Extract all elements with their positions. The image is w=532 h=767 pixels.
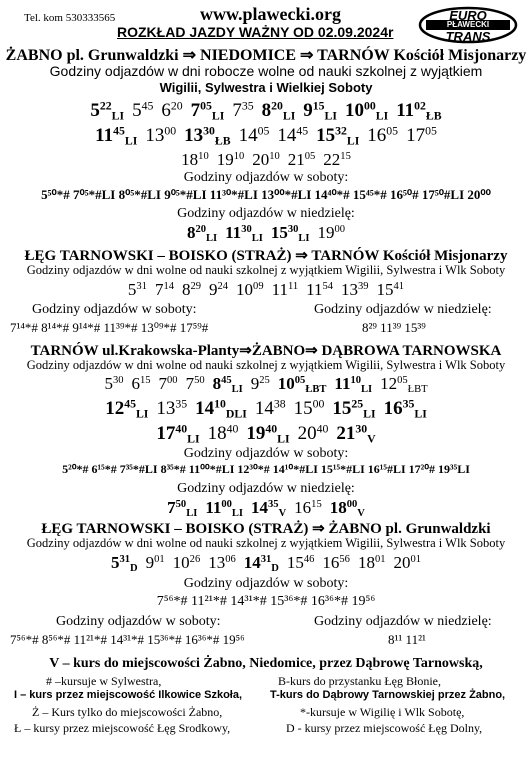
departure-time: $11^{30}_{LI}$	[225, 223, 263, 245]
departure-time: $8^{20}_{LI}$	[186, 223, 218, 245]
s3-sunday-row	[0, 498, 532, 518]
departure-time: $16^{35}_{LI}$	[383, 397, 427, 421]
departure-time: $7^{14}$	[154, 280, 174, 299]
s1-weekday-row-2	[0, 125, 532, 147]
departure-time: $19^{00}$	[317, 223, 346, 242]
departure-time: $15^{00}$	[293, 397, 325, 419]
departure-time: $7^{35}$	[232, 99, 254, 121]
departure-time: $8^{20}_{LI}$	[261, 99, 296, 123]
departure-time: $13^{06}$	[208, 553, 236, 572]
departure-time: $18^{10}$	[181, 150, 209, 169]
departure-time: $20^{10}$	[252, 150, 280, 169]
departure-time: $17^{40}_{LI}$	[156, 422, 200, 446]
s4-sunday-row: 8¹¹ 11²¹	[388, 632, 426, 647]
departure-time: $13^{35}$	[156, 397, 188, 419]
s2-sunday-label: Godziny odjazdów w niedzielę:	[314, 302, 492, 317]
departure-time: $14^{35}_V$	[251, 498, 287, 520]
departure-time: $15^{30}_{LI}$	[270, 223, 310, 245]
departure-time: $16^{05}$	[367, 124, 399, 146]
departure-time: $5^{31}_D$	[111, 553, 138, 575]
departure-time: $11^{00}_{LI}$	[205, 498, 244, 520]
departure-time: $7^{50}$	[185, 374, 205, 393]
departure-time: $14^{05}$	[238, 124, 270, 146]
departure-time: $5^{22}_{LI}$	[90, 99, 125, 123]
departure-time: $10^{05}_{ŁBT}$	[277, 374, 327, 396]
departure-time: $6^{20}$	[161, 99, 183, 121]
departure-time: $22^{15}$	[323, 150, 351, 169]
departure-time: $5^{30}$	[104, 374, 124, 393]
departure-time: $18^{00}_V$	[329, 498, 365, 520]
departure-time: $21^{05}$	[287, 150, 316, 169]
s3-subtitle: Godziny odjazdów w dni wolne od nauki szkolnej z wyjątkiem Wigilii, Sylwestra i Wlk Soboty	[26, 358, 506, 372]
s3-route: TARNÓW ul.Krakowska-Planty⇒ŻABNO⇒ DĄBROWA TARNOWSKA	[30, 343, 502, 359]
s2-route: ŁĘG TARNOWSKI – BOISKO (STRAŻ) ⇒ TARNÓW Kościół Misjonarzy	[24, 248, 508, 264]
s3-sunday-label: Godziny odjazdów w niedzielę:	[177, 481, 355, 496]
departure-time: $13^{30}_{ŁB}$	[184, 124, 231, 148]
s1-sunday-row	[0, 223, 532, 243]
s4-subtitle: Godziny odjazdów w dni wolne od nauki szkolnej z wyjątkiem Wigilii, Sylwestra i Wlk Soboty	[26, 536, 506, 550]
s2-weekday-row	[0, 280, 532, 300]
s2-sunday-row: 8²⁹ 11³⁹ 15³⁹	[362, 320, 426, 335]
legend-z: Ż – Kurs tylko do miejscowości Żabno,	[32, 705, 223, 719]
website: www.plawecki.org	[200, 4, 341, 24]
s1-saturday-label: Godziny odjazdów w soboty:	[183, 170, 349, 185]
departure-time: $7^{00}$	[158, 374, 178, 393]
departure-time: $9^{15}_{LI}$	[303, 99, 337, 123]
s4-weekday-row	[0, 553, 532, 573]
legend-l: Ł – kursy przez miejscowość Łęg Srodkowy,	[14, 721, 231, 735]
departure-time: $20^{01}$	[393, 553, 421, 572]
s3-weekday-row-1	[0, 374, 532, 394]
departure-time: $10^{26}$	[172, 553, 201, 572]
s3-saturday-label: Godziny odjazdów w soboty:	[183, 446, 349, 461]
departure-time: $15^{25}_{LI}$	[332, 397, 376, 421]
legend-b: B-kurs do przystanku Łęg Błonie,	[278, 674, 441, 688]
departure-time: $17^{05}$	[406, 124, 437, 146]
legend-d: D - kursy przez miejscowość Łęg Dolny,	[286, 721, 483, 735]
s1-subtitle-2: Wigilii, Sylwestra i Wielkiej Soboty	[159, 80, 373, 95]
departure-time: $11^{54}$	[306, 280, 333, 299]
departure-time: $11^{10}_{LI}$	[334, 374, 373, 396]
s1-weekday-row-3	[0, 150, 532, 170]
departure-time: $14^{38}$	[254, 397, 286, 419]
departure-time: $13^{39}$	[341, 280, 369, 299]
s1-sunday-label: Godziny odjazdów w niedzielę:	[177, 206, 355, 221]
departure-time: $8^{29}$	[181, 280, 202, 299]
s3-saturday-row: 5²⁰*# 6¹⁵*# 7³⁵*#LI 8³⁵*# 11⁰⁰*#LI 12³⁰*# 14¹⁰*#LI 15¹⁵*#LI 16¹⁵#LI 17²⁰# 19³⁵LI	[62, 462, 470, 476]
s1-route: ŻABNO pl. Grunwaldzki ⇒ NIEDOMICE ⇒ TARNÓW Kościół Misjonarzy	[5, 47, 527, 64]
s4-route: ŁĘG TARNOWSKI – BOISKO (STRAŻ) ⇒ ŻABNO pl. Grunwaldzki	[41, 521, 491, 537]
s2-subtitle: Godziny odjazdów w dni wolne od nauki szkolnej z wyjątkiem Wigilii, Sylwestra i Wlk Soboty	[26, 263, 506, 277]
s1-saturday-row: 5⁵⁰*# 7⁰⁵*#LI 8⁰⁵*#LI 9⁰⁵*#LI 11³⁰*#LI 13⁰⁰*#LI 14⁴⁰*# 15⁴⁵*# 16⁵⁰# 17⁵⁰#LI 20⁰⁰	[41, 187, 491, 202]
s2-saturday-row: 7¹⁴*# 8¹⁴*# 9¹⁴*# 11³⁹*# 13⁰⁹*# 17⁵⁹#	[10, 320, 209, 335]
s4-saturday-row: 7⁵⁶*# 11²¹*# 14³¹*# 15³⁶*# 16³⁶*# 19⁵⁶	[156, 594, 376, 609]
s4-saturday-row-2: 7⁵⁶*# 8⁵⁶*# 11²¹*# 14³¹*# 15³⁶*# 16³⁶*# 19⁵⁶	[10, 632, 245, 647]
departure-time: $7^{05}_{LI}$	[190, 99, 225, 123]
phone-number: Tel. kom 530333565	[24, 12, 116, 24]
departure-time: $11^{02}_{ŁB}$	[396, 99, 442, 123]
departure-time: $8^{45}_{LI}$	[212, 374, 243, 396]
s2-saturday-label: Godziny odjazdów w soboty:	[32, 302, 197, 317]
departure-time: $12^{05}_{ŁBT}$	[380, 374, 428, 396]
departure-time: $19^{40}_{LI}$	[246, 422, 290, 446]
s4-sunday-label: Godziny odjazdów w niedzielę:	[314, 614, 492, 629]
departure-time: $5^{45}$	[132, 99, 154, 121]
legend-t: T-kurs do Dąbrowy Tarnowskiej przez Żabno,	[270, 689, 506, 701]
company-logo: EURO PŁAWECKI TRANS	[418, 6, 518, 44]
departure-time: $14^{45}$	[277, 124, 309, 146]
departure-time: $18^{01}$	[357, 553, 386, 572]
s3-weekday-row-2	[0, 398, 532, 420]
departure-time: $7^{50}_{LI}$	[167, 498, 198, 520]
legend-v: V – kurs do miejscowości Żabno, Niedomice, przez Dąbrowę Tarnowską,	[49, 656, 483, 671]
departure-time: $12^{45}_{LI}$	[105, 397, 149, 421]
departure-time: $19^{10}$	[216, 150, 245, 169]
s3-weekday-row-3	[0, 423, 532, 445]
departure-time: $5^{31}$	[127, 280, 147, 299]
departure-time: $14^{31}_D$	[243, 553, 279, 575]
timetable-validity-title: ROZKŁAD JAZDY WAŻNY OD 02.09.2024r	[117, 24, 394, 40]
departure-time: $21^{30}_V$	[336, 422, 376, 446]
departure-time: $9^{01}$	[145, 553, 165, 572]
s4-saturday-label-2: Godziny odjazdów w soboty:	[56, 614, 221, 629]
legend-hash: # –kursuje w Sylwestra,	[46, 674, 162, 688]
legend-i: I – kurs przez miejscowość Ilkowice Szkoła,	[14, 689, 243, 701]
departure-time: $11^{11}$	[271, 280, 299, 299]
departure-time: $13^{00}$	[145, 124, 177, 146]
departure-time: $15^{41}$	[376, 280, 405, 299]
departure-time: $10^{09}$	[236, 280, 264, 299]
s4-saturday-label: Godziny odjazdów w soboty:	[183, 576, 349, 591]
s1-weekday-row-1	[0, 100, 532, 122]
departure-time: $16^{15}$	[294, 498, 322, 517]
legend-star: *-kursuje w Wigilię i Wlk Sobotę,	[300, 705, 465, 719]
departure-time: $9^{24}$	[209, 280, 229, 299]
s1-subtitle-1: Godziny odjazdów w dni robocze wolne od nauki szkolnej z wyjątkiem	[49, 63, 483, 79]
departure-time: $15^{46}$	[286, 553, 315, 572]
departure-time: $14^{10}_{DLI}$	[195, 397, 247, 421]
departure-time: $16^{56}$	[322, 553, 350, 572]
departure-time: $10^{00}_{LI}$	[344, 99, 389, 123]
departure-time: $18^{40}$	[207, 422, 239, 444]
departure-time: $20^{40}$	[297, 422, 329, 444]
departure-time: $9^{25}$	[250, 374, 270, 393]
departure-time: $6^{15}$	[131, 374, 151, 393]
departure-time: $11^{45}_{LI}$	[95, 124, 138, 148]
departure-time: $15^{32}_{LI}$	[316, 124, 360, 148]
